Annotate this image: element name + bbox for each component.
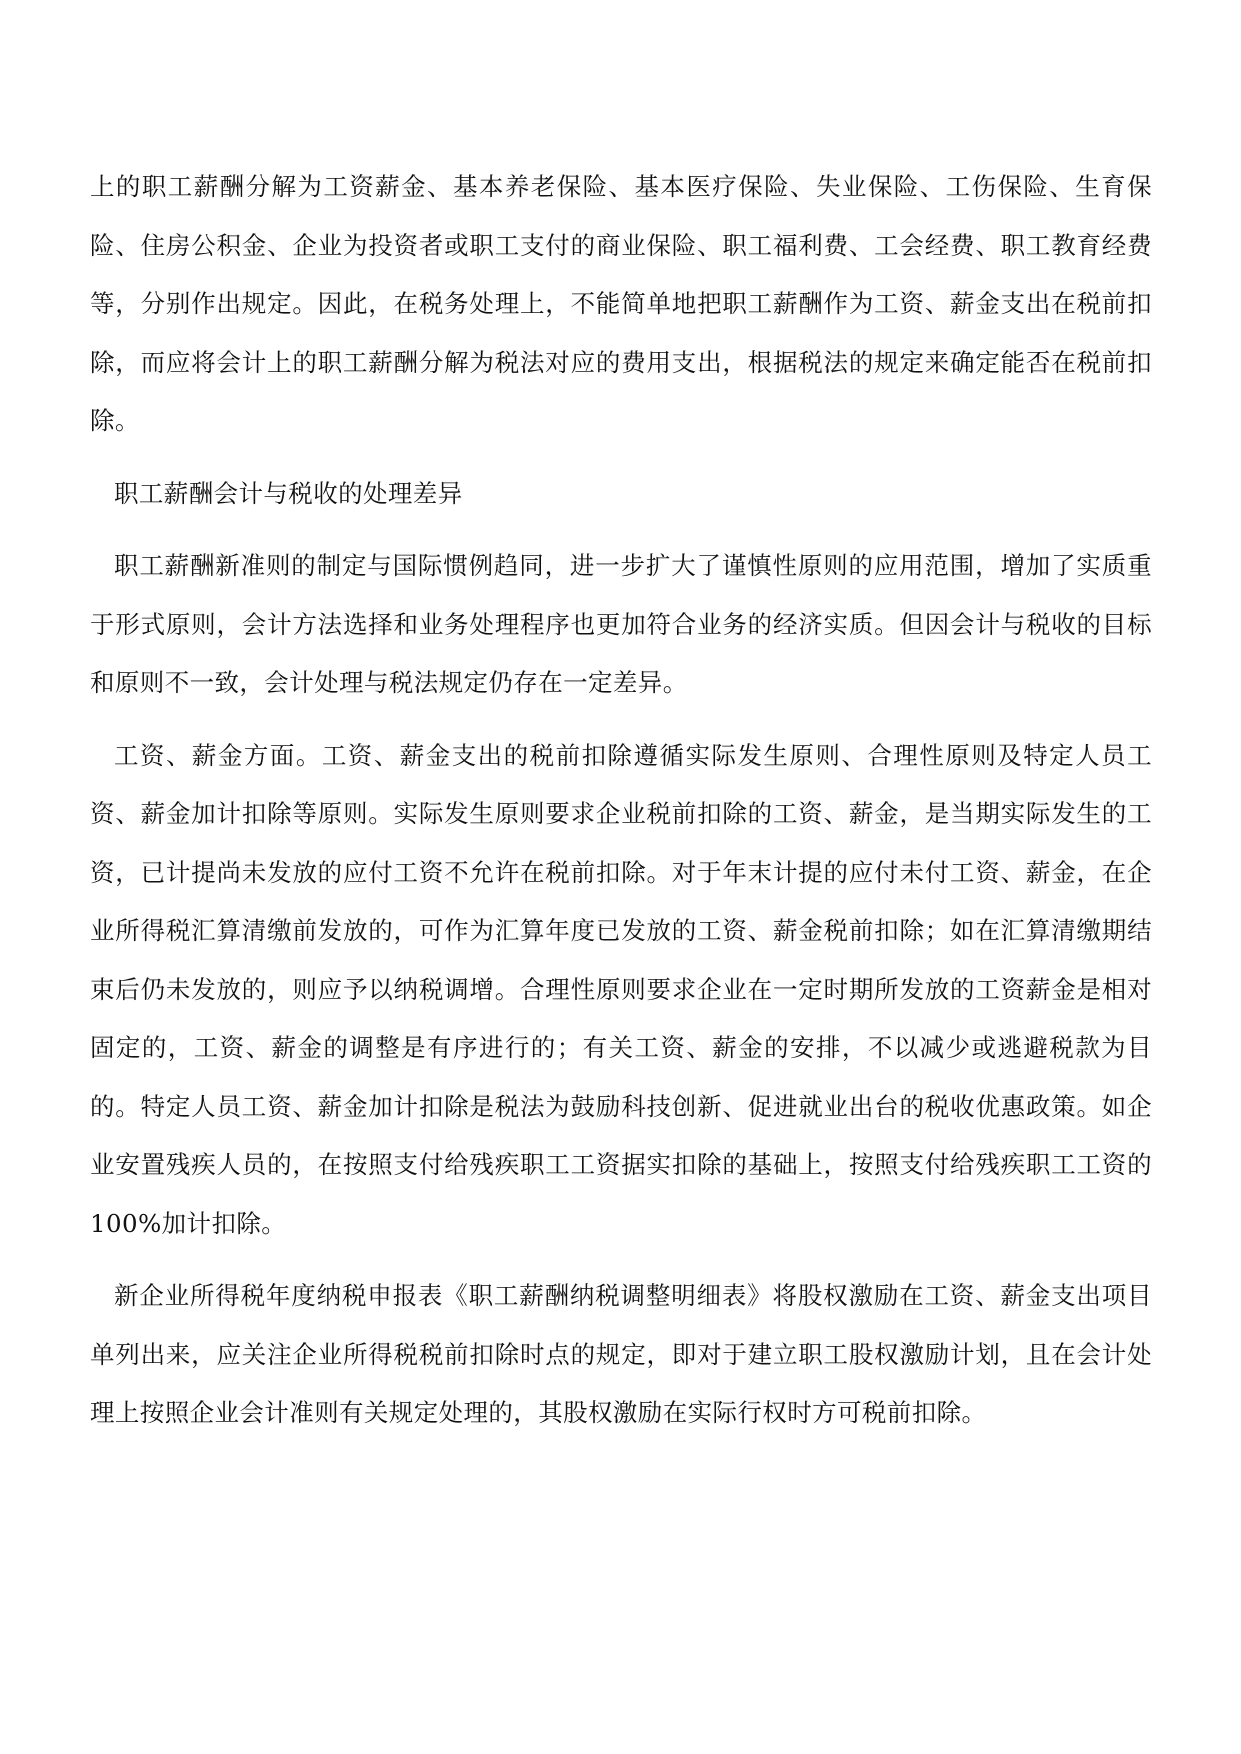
paragraph-equity-incentive: 新企业所得税年度纳税申报表《职工薪酬纳税调整明细表》将股权激励在工资、薪金支出项目单列出来，应关注企业所得税税前扣除时点的规定，即对于建立职工股权激励计划，且在会计处理上按照企业会计准则有关规定处理的，其股权激励在实际行权时方可税前扣除。	[90, 1281, 1152, 1427]
paragraph-new-standard: 职工薪酬新准则的制定与国际惯例趋同，进一步扩大了谨慎性原则的应用范围，增加了实质重于形式原则，会计方法选择和业务处理程序也更加符合业务的经济实质。但因会计与税收的目标和原则不一致，会计处理与税法规定仍存在一定差异。	[90, 551, 1152, 697]
paragraph-compensation-breakdown: 上的职工薪酬分解为工资薪金、基本养老保险、基本医疗保险、失业保险、工伤保险、生育保险、住房公积金、企业为投资者或职工支付的商业保险、职工福利费、工会经费、职工教育经费等，分别作出规定。因此，在税务处理上，不能简单地把职工薪酬作为工资、薪金支出在税前扣除，而应将会计上的职工薪酬分解为税法对应的费用支出，根据税法的规定来确定能否在税前扣除。	[90, 172, 1152, 435]
section-heading-differences: 职工薪酬会计与税收的处理差异	[114, 478, 463, 508]
document-body	[90, 158, 1152, 1457]
paragraph-wages-salaries: 工资、薪金方面。工资、薪金支出的税前扣除遵循实际发生原则、合理性原则及特定人员工资、薪金加计扣除等原则。实际发生原则要求企业税前扣除的工资、薪金，是当期实际发生的工资，已计提尚未发放的应付工资不允许在税前扣除。对于年末计提的应付未付工资、薪金，在企业所得税汇算清缴前发放的，可作为汇算年度已发放的工资、薪金税前扣除；如在汇算清缴期结束后仍未发放的，则应予以纳税调增。合理性原则要求企业在一定时期所发放的工资薪金是相对固定的，工资、薪金的调整是有序进行的；有关工资、薪金的安排，不以减少或逃避税款为目的。特定人员工资、薪金加计扣除是税法为鼓励科技创新、促进就业出台的税收优惠政策。如企业安置残疾人员的，在按照支付给残疾职工工资据实扣除的基础上，按照支付给残疾职工工资的 100%加计扣除。	[90, 740, 1152, 1238]
